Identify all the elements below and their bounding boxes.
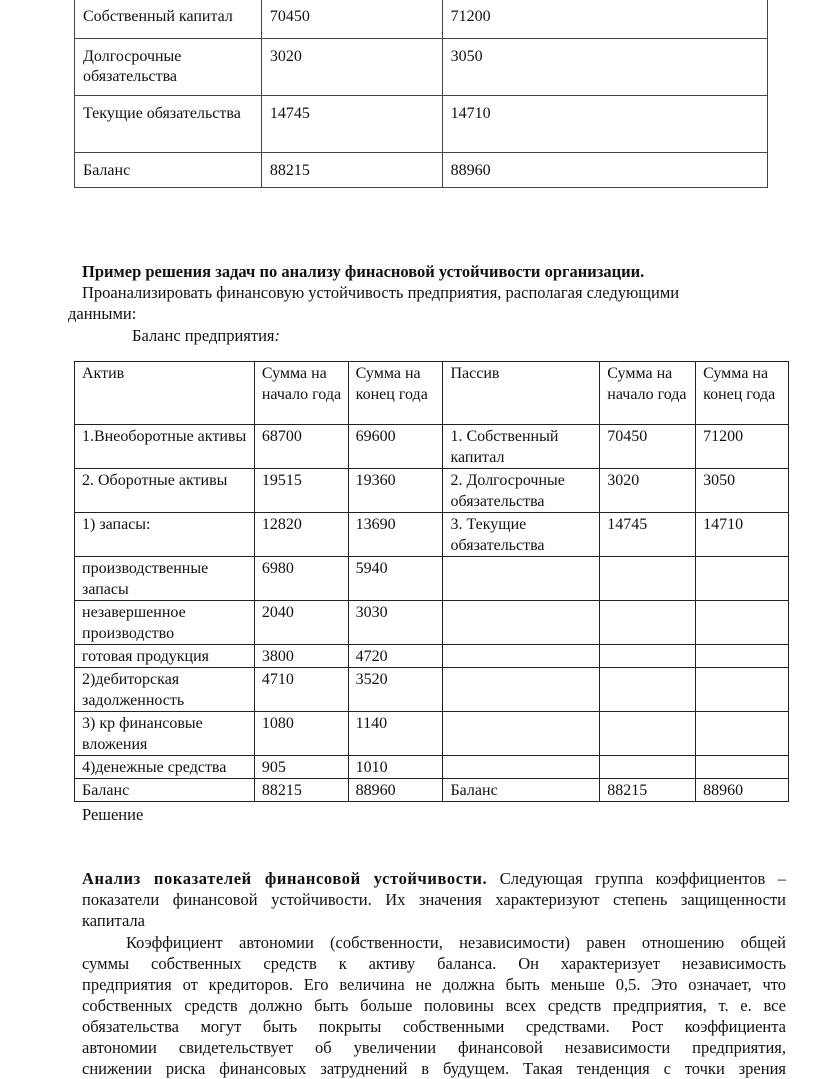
- cell: 3) кр финансовые вложения: [75, 712, 255, 756]
- cell: 68700: [254, 425, 348, 469]
- cell: [696, 668, 789, 712]
- cell: [600, 668, 696, 712]
- analysis-heading: Анализ показателей финансовой устойчивости.: [82, 869, 488, 888]
- autonomy-line: предприятия от кредиторов. Его величина не должна быть меньше 0,5. Это означает, что: [82, 975, 786, 994]
- autonomy-line: суммы собственных средств к активу баланса. Он характеризует независимость: [82, 954, 786, 973]
- cell: незавершенное производство: [75, 601, 255, 645]
- cell: 70450: [600, 425, 696, 469]
- value-start: 70450: [261, 0, 442, 39]
- cell: Баланс: [75, 779, 255, 802]
- cell: 14710: [696, 513, 789, 557]
- table-row: [75, 96, 768, 153]
- cell: [443, 668, 600, 712]
- row-label: Баланс: [75, 153, 262, 188]
- cell: [696, 557, 789, 601]
- cell: 2040: [254, 601, 348, 645]
- table-header-row: [75, 362, 789, 425]
- value-start: 88215: [261, 153, 442, 188]
- cell: 3520: [348, 668, 443, 712]
- cell: 3020: [600, 469, 696, 513]
- cell: 1010: [348, 756, 443, 779]
- cell: 1. Собственный капитал: [443, 425, 600, 469]
- autonomy-line: Коэффициент автономии (собственности, независимости) равен отношению общей: [126, 933, 786, 952]
- value-end: 14710: [442, 96, 767, 153]
- analysis-line-2: показатели финансовой устойчивости. Их значения характеризуют степень защищенности: [82, 890, 786, 909]
- table-row: [75, 645, 789, 668]
- cell: 69600: [348, 425, 443, 469]
- cell: готовая продукция: [75, 645, 255, 668]
- cell: 1.Внеоборотные активы: [75, 425, 255, 469]
- cell: [443, 756, 600, 779]
- table-row: [75, 469, 789, 513]
- cell: [443, 712, 600, 756]
- autonomy-line: снижении риска финансовых затруднений в будущем. Такая тенденция с точки зрения: [82, 1059, 786, 1078]
- header-passiv-start: Сумма на начало года: [600, 362, 696, 425]
- header-aktiv: Актив: [75, 362, 255, 425]
- row-label: Долгосрочные обязательства: [75, 39, 262, 96]
- table-row: [75, 513, 789, 557]
- cell: [443, 601, 600, 645]
- table-row: [75, 601, 789, 645]
- header-aktiv-start: Сумма на начало года: [254, 362, 348, 425]
- balance-caption-colon: :: [274, 326, 280, 345]
- table-row: [75, 153, 768, 188]
- autonomy-line: автономии свидетельствует об увеличении финансовой независимости предприятия,: [82, 1038, 786, 1057]
- table-row: [75, 668, 789, 712]
- cell: 71200: [696, 425, 789, 469]
- intro-line-1: Проанализировать финансовую устойчивость предприятия, располагая следующими: [82, 283, 680, 302]
- autonomy-line: собственных средств должно быть больше половины всех средств предприятия, т. е. все: [82, 996, 786, 1015]
- cell: 1140: [348, 712, 443, 756]
- cell: производственные запасы: [75, 557, 255, 601]
- row-label: Собственный капитал: [75, 0, 262, 39]
- cell: 88960: [696, 779, 789, 802]
- table-row: [75, 557, 789, 601]
- value-end: 88960: [442, 153, 767, 188]
- table-row: [75, 39, 768, 96]
- cell: [600, 756, 696, 779]
- intro-line-2: данными:: [68, 304, 137, 323]
- cell: [600, 557, 696, 601]
- cell: 3800: [254, 645, 348, 668]
- cell: 4)денежные средства: [75, 756, 255, 779]
- analysis-line-1-rest: Следующая группа коэффициентов –: [487, 869, 786, 888]
- analysis-line-3: капитала: [82, 911, 145, 930]
- cell: 4710: [254, 668, 348, 712]
- cell: 5940: [348, 557, 443, 601]
- cell: 88215: [254, 779, 348, 802]
- balance-caption: [132, 325, 280, 346]
- cell: 19515: [254, 469, 348, 513]
- cell: 19360: [348, 469, 443, 513]
- liabilities-summary-table: [74, 0, 768, 188]
- cell: [696, 756, 789, 779]
- section-title-text: Пример решения задач по анализу финасновой устойчивости организации.: [82, 262, 645, 281]
- table-row: [75, 425, 789, 469]
- header-passiv-end: Сумма на конец года: [696, 362, 789, 425]
- value-start: 14745: [261, 96, 442, 153]
- cell: [443, 645, 600, 668]
- cell: 905: [254, 756, 348, 779]
- table-row: [75, 0, 768, 39]
- section-title: [82, 261, 644, 282]
- balance-table: [74, 361, 789, 802]
- cell: 2. Оборотные активы: [75, 469, 255, 513]
- cell: 13690: [348, 513, 443, 557]
- table-row: [75, 712, 789, 756]
- cell: 14745: [600, 513, 696, 557]
- header-passiv: Пассив: [443, 362, 600, 425]
- cell: 3030: [348, 601, 443, 645]
- analysis-line-1: [82, 868, 786, 889]
- cell: [696, 712, 789, 756]
- cell: [443, 557, 600, 601]
- cell: 1) запасы:: [75, 513, 255, 557]
- value-start: 3020: [261, 39, 442, 96]
- header-aktiv-end: Сумма на конец года: [348, 362, 443, 425]
- cell: 3. Текущие обязательства: [443, 513, 600, 557]
- cell: [600, 712, 696, 756]
- cell: 2)дебиторская задолженность: [75, 668, 255, 712]
- value-end: 3050: [442, 39, 767, 96]
- cell: [696, 601, 789, 645]
- cell: Баланс: [443, 779, 600, 802]
- cell: [600, 601, 696, 645]
- autonomy-line: обязательства могут быть покрыты собственными средствами. Рост коэффициента: [82, 1017, 786, 1036]
- table-row: [75, 756, 789, 779]
- cell: 12820: [254, 513, 348, 557]
- cell: 3050: [696, 469, 789, 513]
- cell: 88960: [348, 779, 443, 802]
- cell: 1080: [254, 712, 348, 756]
- value-end: 71200: [442, 0, 767, 39]
- table-total-row: [75, 779, 789, 802]
- cell: 4720: [348, 645, 443, 668]
- balance-caption-text: Баланс предприятия: [132, 326, 275, 345]
- cell: 2. Долгосрочные обязательства: [443, 469, 600, 513]
- cell: 6980: [254, 557, 348, 601]
- row-label: Текущие обязательства: [75, 96, 262, 153]
- cell: [600, 645, 696, 668]
- cell: 88215: [600, 779, 696, 802]
- solution-label: Решение: [82, 805, 144, 824]
- cell: [696, 645, 789, 668]
